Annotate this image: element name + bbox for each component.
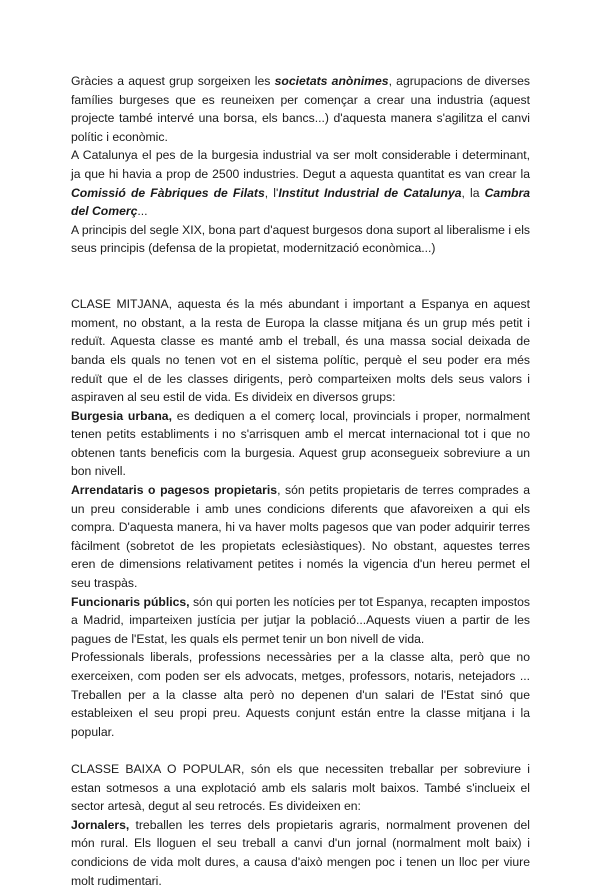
text-run: , la (461, 185, 485, 200)
paragraph-arrendataris (71, 481, 530, 593)
emphasis-text: Funcionaris públics, (71, 594, 190, 609)
text-run: Professionals liberals, professions necessàries per a la classe alta, però que no exerceixen, com poden ser els advocats, metges, professors, notaris, netejadors ... Treballen per a la classe alta però no depenen d'un salari de l'Estat sinó que estableixen el seu propi preu. Aquests conjunt están entre la classe mitjana i la popular. (71, 650, 530, 739)
text-run: treballen les terres dels propietaris agraris, normalment provenen del món rural. Els lloguen el seu treball a canvi d'un jornal (normalment molt baix) i condicions de vida molt dures, a causa d'això mengen poc i tenen un lloc per viure molt rudimentari. (71, 817, 530, 888)
paragraph-classe-mitjana (71, 295, 530, 407)
text-run: CLASE MITJANA, aquesta és la més abundant i important a Espanya en aquest moment, no obstant, a la resta de Europa la classe mitjana és un grup més petit i reduït. Aquesta classe es manté amb el treball, és una massa social deixada de banda els quals no tenen vot en el sistema polític, perquè el seu poder era més reduït que el de les classes dirigents, però comparteixen molts dels seus valors i aspiraven al seu estil de vida. Es divideix en diversos grups: (71, 297, 530, 405)
text-run: CLASSE BAIXA O POPULAR, són els que necessiten treballar per sobreviure i estan sotmesos a una explotació amb els salaris molt baixos. També s'inclueix el sector artesà, degut al seu retrocés. Es divideixen en: (71, 761, 530, 814)
paragraph-professionals-liberals (71, 648, 530, 741)
text-run: són qui porten les notícies per tot Espanya, recapten impostos a Madrid, imparteixen justícia per jutjar la població...Aquests viuen a partir de les pagues de l'Estat, les quals els permet tenir un bon nivell de vida. (71, 594, 530, 646)
text-run: , són petits propietaris de terres comprades a un preu considerable i amb unes condicions diferents que afavoreixen a qui els compra. D'aquesta manera, hi va haver molts pagesos que van poder adquirir terres fàcilment (sobretot de les propietats eclesiàstiques). No obstant, aquestes terres eren de dimensions relativament petites i només la vigencia d'un hereu permet el seu traspàs. (71, 483, 530, 591)
text-run: A Catalunya el pes de la burgesia industrial va ser molt considerable i determinant, ja que hi havia a prop de 2500 industries. Degut a aquesta quantitat es van crear la (71, 148, 530, 181)
text-run: , agrupacions de diverses famílies burgeses que es reuneixen per començar a crear una industria (aquest projecte també intervé una borsa, els bancs...) d'aquesta manera s'agilitza el canvi polític i econòmic. (71, 74, 530, 144)
paragraph-funcionaris (71, 593, 530, 649)
text-run: es dediquen a el comerç local, provincials i proper, normalment tenen petits establiments i no s'arrisquen amb el mercat internacional tot i que no obtenen tants beneficis com la burgesia. Aquest grup aconsegueix sobreviure a un bon nivell. (71, 408, 530, 479)
paragraph-burgesia-catalunya (71, 146, 530, 220)
emphasis-text: societats anònimes (274, 74, 389, 88)
paragraph-classe-baixa (71, 760, 530, 816)
emphasis-text: Cambra del Comerç (71, 185, 531, 219)
paragraph-gap (71, 741, 530, 760)
paragraph-segle-xix (71, 221, 530, 258)
paragraph-gap (71, 258, 530, 277)
text-run: , l' (264, 185, 279, 200)
emphasis-text: Comissió de Fàbriques de Filats (71, 185, 265, 200)
emphasis-text: Burgesia urbana, (71, 408, 172, 423)
paragraph-burgesia-urbana (71, 407, 530, 481)
emphasis-text: Jornalers, (71, 817, 130, 832)
text-run: ... (137, 204, 148, 219)
paragraph-societats-anonimes (71, 72, 530, 146)
text-run: Gràcies a aquest grup sorgeixen les (71, 74, 275, 88)
emphasis-text: Institut Industrial de Catalunya (278, 185, 462, 200)
paragraph-gap (71, 277, 530, 296)
emphasis-text: Arrendataris o pagesos propietaris (71, 483, 278, 498)
paragraph-jornalers (71, 816, 530, 890)
text-run: A principis del segle XIX, bona part d'aquest burgesos dona suport al liberalisme i els seus principis (defensa de la propietat, modernització econòmica...) (71, 222, 530, 256)
